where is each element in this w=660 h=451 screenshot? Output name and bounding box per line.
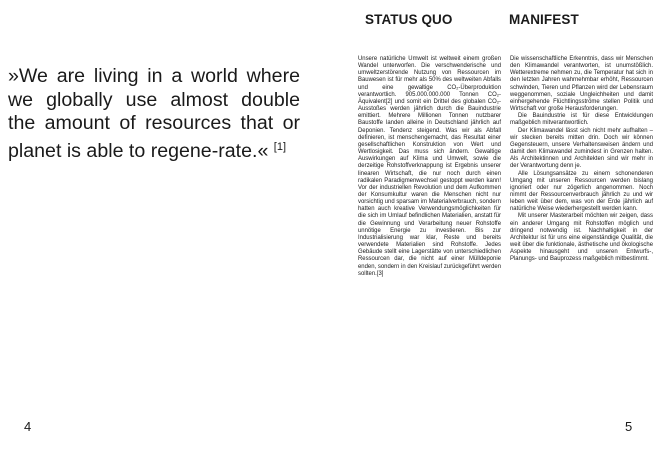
manifest-paragraph-2: Die Bauindustrie ist für diese Entwicklungen maßgeblich mitverantwortlich. xyxy=(510,113,653,127)
heading-manifest: MANIFEST xyxy=(509,12,579,27)
manifest-paragraph-1: Die wissenschaftliche Erkenntnis, dass wir Menschen den Klimawandel verantworten, ist unumstößlich. Wetterextreme nehmen zu, die Temperatur hat sich in den letzten Jahren wahrnehmbar erhöht, Ressourcen schwinden, Tieren und Pflanzen wird der Lebensraum weggenommen, soziale Ungleichheiten und damit einhergehende Flüchtlingsströme stellen Politik und Wirtschaft vor große Herausforderungen. xyxy=(510,56,653,113)
quote-text: »We are living in a world where we globally use almost double the amount of resources that or planet is able to regene-rate.« xyxy=(8,65,300,162)
manifest-column xyxy=(510,56,653,264)
manifest-paragraph-3: Der Klimawandel lässt sich nicht mehr aufhalten – wir stecken bereits mitten drin. Doch wir können Gegensteuern, unsere Verhaltensweisen ändern und damit den Klimawandel zumindest in Grenzen halten. Als Architektinnen und Architekten sind wir mehr in der Verantwortung denn je. xyxy=(510,127,653,170)
status-quo-column xyxy=(358,56,501,278)
page-number-left: 4 xyxy=(24,419,32,434)
heading-status-quo: STATUS QUO xyxy=(365,12,453,27)
quote-footnote-ref: [1] xyxy=(273,140,287,153)
manifest-paragraph-5: Mit unserer Masterarbeit möchten wir zeigen, dass ein anderer Umgang mit Rohstoffen möglich und dringend notwendig ist. Nachhaltigkeit in der Architektur ist für uns eine eigenständige Qualität, die weit über die funktionale, ästhetische und ökologische Aspekte hinausgeht und unseren Entwurfs-, Planungs- und Bauprozess maßgeblich mitbestimmt. xyxy=(510,213,653,263)
pull-quote xyxy=(8,65,300,163)
page-number-right: 5 xyxy=(625,419,633,434)
manifest-paragraph-4: Alle Lösungsansätze zu einem schonenderen Umgang mit unseren Ressourcen werden bislang ignoriert oder nur zögerlich angenommen. Noch nimmt der Ressourcenverbrauch jährlich zu und wir leben weit über dem, was von der Erde jährlich auf natürliche Weise wiederhergestellt werden kann. xyxy=(510,170,653,213)
status-quo-paragraph-1: Unsere natürliche Umwelt ist weltweit einem großen Wandel unterworfen. Die verschwenderische und umweltzerstörende Nutzung von Ressourcen im Bauwesen ist für mehr als 50% des weltweiten Abfalls und eine gewaltige CO₂-Überproduktion verantwortlich. 905.000.000.000 Tonnen CO₂-Äquivalent[2] und somit ein Drittel des globalen CO₂-Ausstoßes werden jährlich durch die Bauindustrie emittiert. Mehrere Millionen Tonnen nutzbarer Baustoffe landen alleine in Deutschland jährlich auf Deponien. Tendenz steigend. Was wir als Abfall definieren, ist menschengemacht, das Resultat einer gesellschaftlichen Konstruktion von Wert und Wertlosigkeit. Das muss sich ändern. Gewaltige Auswirkungen auf Klima und Umwelt, sowie die derzeitige Rohstoffverknappung ist Ergebnis unserer linearen Wirtschaft, die nur noch durch einen radikalen Paradigmenwechsel gestoppt werden kann! Vor der industriellen Revolution und dem Aufkommen der Konsumkultur waren die Menschen nicht nur vorsichtig und sparsam im Materialverbrauch, sondern hatten auch kreative Verwendungsmöglichkeiten für die sich im Umlauf befindlichen Materialien, anstatt für die Gewinnung und Verarbeitung neuer Rohstoffe unnötige Energie zu investieren. Bis zur Industrialisierung war klar, Reste und bereits verwendete Materialien sind Rohstoffe. Jedes Gebäude stellt eine Lagerstätte von unterschiedlichen Ressourcen dar, die nicht auf einer Mülldeponie enden, sondern in den Kreislauf zurückgeführt werden sollten.[3] xyxy=(358,56,501,277)
